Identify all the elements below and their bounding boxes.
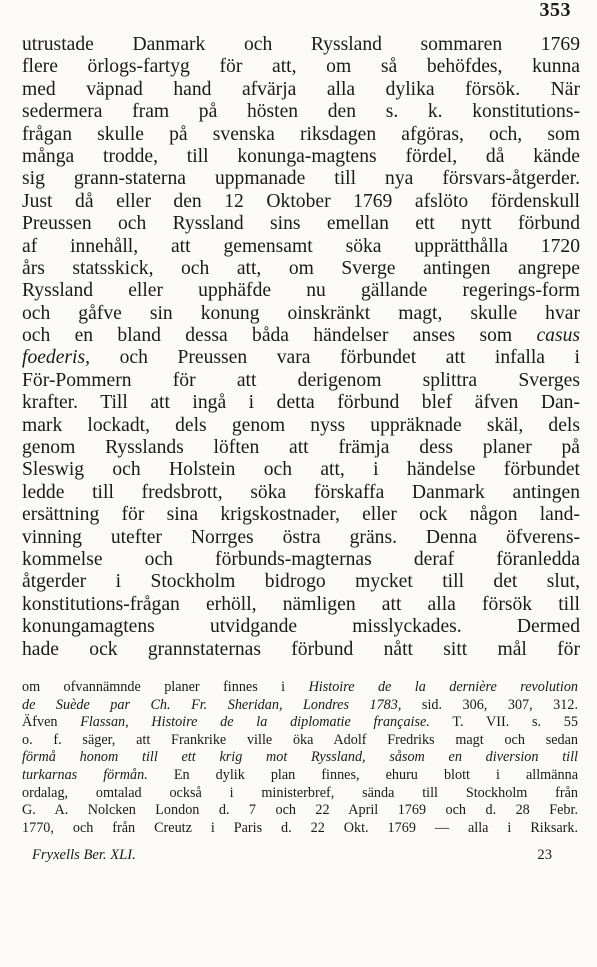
body-line: mark lockadt, dels genom nyss uppräknade skäl, dels [22, 414, 580, 436]
body-line: kommelse och förbunds-magternas deraf föranledda [22, 548, 580, 570]
body-line: Ryssland eller upphäfde nu gällande regerings-form [22, 280, 580, 302]
page-number: 353 [539, 0, 571, 21]
body-line: Just då eller den 12 Oktober 1769 afslöto fördenskull [22, 190, 580, 212]
footnote-line: 1770, och från Creutz i Paris d. 22 Okt. 1769 — alla i Riksark. [22, 819, 578, 836]
body-line: ledde till fredsbrott, söka förskaffa Danmark antingen [22, 481, 580, 503]
body-line: många trodde, till konunga-magtens fördel, då kände [22, 145, 580, 167]
signature-line [32, 846, 552, 864]
body-line: ersättning för sina krigskostnader, eller ock någon land- [22, 504, 580, 526]
body-text [22, 34, 580, 661]
signature-mark: 23 [537, 847, 552, 863]
body-line: utrustade Danmark och Ryssland sommaren 1769 [22, 34, 580, 55]
footnote-line: G. A. Nolcken London d. 7 och 22 April 1769 och d. 28 Febr. [22, 802, 578, 819]
body-line: och gåfve sin konung oinskränkt magt, skulle hvar [22, 302, 580, 324]
body-line: flere örlogs-fartyg för att, om så behöfdes, kunna [22, 56, 580, 78]
body-line: vinning utefter Norrges östra gräns. Denna öfverens- [22, 526, 580, 548]
body-line: med väpnad hand afvärja alla dylika försök. När [22, 78, 580, 100]
footnote-line: förmå honom till ett krig mot Ryssland, såsom en diversion till [22, 749, 578, 766]
body-line: sedermera fram på hösten den s. k. konstitutions- [22, 101, 580, 123]
body-line: frågan skulle på svenska riksdagen afgöras, och, som [22, 123, 580, 145]
body-line: Sleswig och Holstein och att, i händelse förbundet [22, 459, 580, 481]
footnote-line: de Suède par Ch. Fr. Sheridan, Londres 1783, sid. 306, 307, 312. [22, 696, 578, 713]
footnote-block [22, 679, 578, 837]
footnote-line: om ofvannämnde planer finnes i Histoire de la dernière revolution [22, 679, 578, 695]
body-line: sig grann-staterna uppmanade till nya försvars-åtgerder. [22, 168, 580, 190]
footnote-line: ordalag, omtalad också i ministerbref, sända till Stockholm från [22, 784, 578, 801]
body-line: åtgerder i Stockholm bidrogo mycket till det slut, [22, 571, 580, 593]
footnote-line: turkarnas förmån. En dylik plan finnes, ehuru blott i allmänna [22, 766, 578, 783]
body-line: För-Pommern för att derigenom splittra Sverges [22, 369, 580, 391]
body-line: hade ock grannstaternas förbund nått sitt mål för [22, 638, 580, 660]
body-line: Preussen och Ryssland sins emellan ett nytt förbund [22, 213, 580, 235]
signature-title: Fryxells Ber. XLI. [32, 847, 136, 863]
body-line: foederis, och Preussen vara förbundet att infalla i [22, 347, 580, 369]
body-line: konungamagtens utvidgande misslyckades. Dermed [22, 616, 580, 638]
body-line: genom Rysslands löften att främja dess planer på [22, 437, 580, 459]
body-line: krafter. Till att ingå i detta förbund blef äfven Dan- [22, 392, 580, 414]
body-line: af innehåll, att gemensamt söka upprätthålla 1720 [22, 235, 580, 257]
body-line: års statsskick, och att, om Sverge antingen angrepe [22, 257, 580, 279]
body-line: konstitutions-frågan erhöll, nämligen att alla försök till [22, 593, 580, 615]
body-line: och en bland dessa båda händelser anses som casus [22, 325, 580, 347]
footnote-line: o. f. säger, att Frankrike ville öka Adolf Fredriks magt och sedan [22, 731, 578, 748]
footnote-line: Äfven Flassan, Histoire de la diplomatie française. T. VII. s. 55 [22, 714, 578, 731]
